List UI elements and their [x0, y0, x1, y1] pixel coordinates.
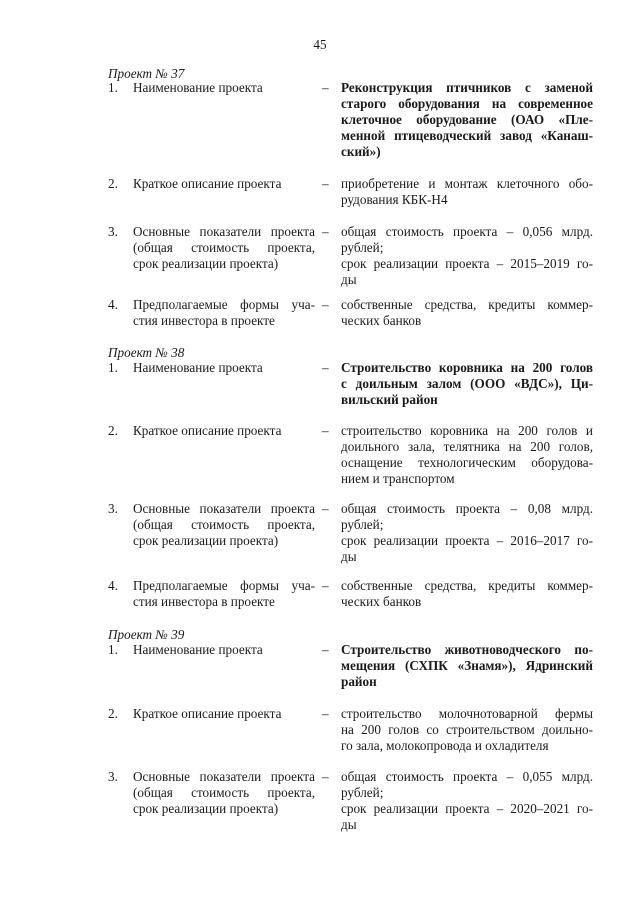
row-value-line: собственные средства, кредиты коммер-: [341, 297, 593, 312]
row-number: 1.: [108, 360, 118, 375]
row-value: [341, 501, 593, 565]
row-label-line: (общая стоимость проекта,: [133, 517, 315, 532]
row-value-line: вильский район: [341, 392, 438, 407]
row-label: [133, 423, 315, 439]
row-value-line: собственные средства, кредиты коммер-: [341, 578, 593, 593]
row-label-line: Наименование проекта: [133, 360, 263, 375]
row-number: 2.: [108, 706, 118, 721]
row-label: [133, 80, 315, 96]
row-value-line: мещения (СХПК «Знамя»), Ядринский: [341, 658, 593, 673]
row-number: 4.: [108, 297, 118, 312]
dash-separator: –: [322, 297, 329, 312]
row-value: [341, 769, 593, 833]
row-label: [133, 769, 315, 817]
row-number: 4.: [108, 578, 118, 593]
row-value-line: менной птицеводческий завод «Канаш-: [341, 128, 593, 143]
project-heading: Проект № 39: [108, 627, 185, 642]
row-value-line: ды: [341, 549, 357, 564]
row-value-line: рублей;: [341, 517, 384, 532]
row-value: [341, 297, 593, 329]
dash-separator: –: [322, 360, 329, 375]
row-value-line: рублей;: [341, 785, 384, 800]
row-label: [133, 360, 315, 376]
dash-separator: –: [322, 176, 329, 191]
row-label-line: Краткое описание проекта: [133, 176, 282, 191]
row-value-line: ческих банков: [341, 594, 422, 609]
row-value-line: общая стоимость проекта – 0,08 млрд.: [341, 501, 593, 516]
row-value: [341, 578, 593, 610]
row-label-line: Основные показатели проекта: [133, 224, 315, 239]
row-label-line: Предполагаемые формы уча-: [133, 578, 315, 593]
row-number: 1.: [108, 642, 118, 657]
row-label: [133, 578, 315, 610]
page-number: 45: [313, 37, 327, 52]
row-value-line: на 200 голов со строительством доильно-: [341, 722, 593, 737]
dash-separator: –: [322, 501, 329, 516]
dash-separator: –: [322, 423, 329, 438]
row-value-line: приобретение и монтаж клеточного обо-: [341, 176, 593, 191]
row-value: [341, 176, 593, 208]
dash-separator: –: [322, 224, 329, 239]
dash-separator: –: [322, 578, 329, 593]
row-label-line: срок реализации проекта): [133, 256, 279, 271]
row-value-line: рублей;: [341, 240, 384, 255]
row-value-line: ды: [341, 817, 357, 832]
row-label-line: Предполагаемые формы уча-: [133, 297, 315, 312]
row-value-line: общая стоимость проекта – 0,056 млрд.: [341, 224, 593, 239]
row-value: [341, 706, 593, 754]
row-value: [341, 423, 593, 487]
row-value-line: ский»): [341, 144, 381, 159]
row-value-line: с доильным залом (ООО «ВДС»), Ци-: [341, 376, 593, 391]
row-label: [133, 642, 315, 658]
row-value-line: район: [341, 674, 377, 689]
row-label-line: стия инвестора в проекте: [133, 594, 275, 609]
row-label-line: Основные показатели проекта: [133, 769, 315, 784]
row-value-line: строительство коровника на 200 голов и: [341, 423, 593, 438]
row-label-line: срок реализации проекта): [133, 533, 279, 548]
dash-separator: –: [322, 769, 329, 784]
row-value-line: строительство молочнотоварной фермы: [341, 706, 593, 721]
row-value: [341, 224, 593, 288]
row-value-line: срок реализации проекта – 2020–2021 го-: [341, 801, 593, 816]
row-label: [133, 706, 315, 722]
row-label-line: Наименование проекта: [133, 80, 263, 95]
row-label-line: стия инвестора в проекте: [133, 313, 275, 328]
row-number: 3.: [108, 769, 118, 784]
row-value-line: Строительство животноводческого по-: [341, 642, 593, 657]
row-value-line: нием и транспортом: [341, 471, 455, 486]
row-label-line: Наименование проекта: [133, 642, 263, 657]
row-value-line: старого оборудования на современное: [341, 96, 593, 111]
row-number: 1.: [108, 80, 118, 95]
row-number: 2.: [108, 423, 118, 438]
row-value-line: общая стоимость проекта – 0,055 млрд.: [341, 769, 593, 784]
row-value-line: Строительство коровника на 200 голов: [341, 360, 593, 375]
row-label-line: срок реализации проекта): [133, 801, 279, 816]
row-value-line: рудования КБК-Н4: [341, 192, 448, 207]
row-label-line: (общая стоимость проекта,: [133, 785, 315, 800]
row-label-line: Основные показатели проекта: [133, 501, 315, 516]
row-label-line: Краткое описание проекта: [133, 423, 282, 438]
project-title: [341, 360, 593, 408]
project-heading: Проект № 37: [108, 66, 185, 81]
row-number: 3.: [108, 501, 118, 516]
row-value-line: ческих банков: [341, 313, 422, 328]
dash-separator: –: [322, 642, 329, 657]
row-value-line: го зала, молокопровода и охладителя: [341, 738, 549, 753]
row-value-line: Реконструкция птичников с заменой: [341, 80, 593, 95]
row-label: [133, 501, 315, 549]
project-heading: Проект № 38: [108, 345, 185, 360]
row-value-line: ды: [341, 272, 357, 287]
row-label: [133, 297, 315, 329]
row-label-line: Краткое описание проекта: [133, 706, 282, 721]
row-value-line: оснащение технологическим оборудова-: [341, 455, 593, 470]
project-title: [341, 642, 593, 690]
row-value-line: срок реализации проекта – 2015–2019 го-: [341, 256, 593, 271]
row-number: 3.: [108, 224, 118, 239]
project-title: [341, 80, 593, 160]
row-value-line: срок реализации проекта – 2016–2017 го-: [341, 533, 593, 548]
row-label-line: (общая стоимость проекта,: [133, 240, 315, 255]
dash-separator: –: [322, 80, 329, 95]
dash-separator: –: [322, 706, 329, 721]
row-value-line: клеточное оборудование (ОАО «Пле-: [341, 112, 593, 127]
row-value-line: доильного зала, телятника на 200 голов,: [341, 439, 593, 454]
row-label: [133, 176, 315, 192]
row-number: 2.: [108, 176, 118, 191]
row-label: [133, 224, 315, 272]
